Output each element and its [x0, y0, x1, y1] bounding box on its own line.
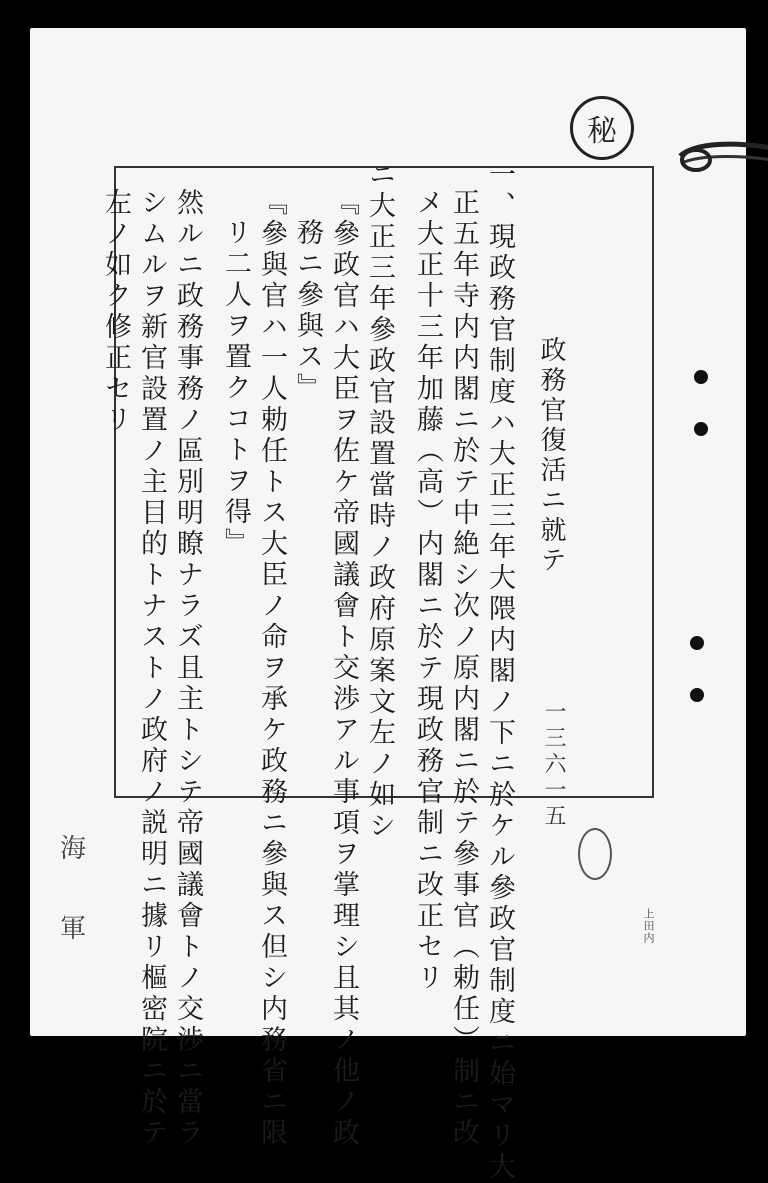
paragraph-10: シムルヲ新官設置ノ主目的トナストノ政府ノ説明ニ據リ樞密院ニ於テ	[136, 188, 167, 1149]
paragraph-4: ニ大正三年參政官設置當時ノ政府原案文左ノ如シ	[364, 160, 395, 842]
page-number-stamp	[578, 828, 612, 880]
binding-hole	[690, 636, 704, 650]
paragraph-8: リ二人ヲ置クコトヲ得』	[220, 218, 251, 559]
side-note: 上田内	[642, 908, 655, 944]
binding-hole	[690, 688, 704, 702]
paper-clip-icon	[676, 134, 768, 182]
reference-number: 一三六一五	[541, 700, 566, 830]
paragraph-9: 然ルニ政務事務ノ區別明瞭ナラズ且主トシテ帝國議會トノ交渉ニ當ラ	[172, 188, 203, 1149]
paragraph-2: 正五年寺内内閣ニ於テ中絶シ次ノ原内閣ニ於テ參事官（勅任）制ニ改	[448, 188, 479, 1149]
secret-stamp-label: 秘	[587, 114, 617, 149]
document-title: 政務官復活ニ就テ	[536, 336, 566, 576]
margin-char-1: 海	[60, 834, 87, 864]
binding-hole	[694, 370, 708, 384]
binding-hole	[694, 422, 708, 436]
secret-stamp	[570, 96, 634, 160]
paragraph-3: メ大正十三年加藤（高）内閣ニ於テ現政務官制ニ改正セリ	[412, 188, 443, 994]
paragraph-5: 『參政官ハ大臣ヲ佐ケ帝國議會ト交渉アル事項ヲ掌理シ且其ノ他ノ政	[328, 188, 359, 1149]
margin-char-2: 軍	[60, 914, 87, 944]
paragraph-11: 左ノ如ク修正セリ	[100, 188, 131, 436]
document-page	[30, 28, 746, 1183]
paragraph-6: 務ニ參與ス』	[292, 218, 323, 404]
paragraph-7: 『參與官ハ一人勅任トス大臣ノ命ヲ承ケ政務ニ參與ス但シ内務省ニ限	[256, 188, 287, 1149]
paragraph-1: 一、現政務官制度ハ大正三年大隈内閣ノ下ニ於ケル參政官制度ニ始マリ大	[484, 160, 515, 1183]
